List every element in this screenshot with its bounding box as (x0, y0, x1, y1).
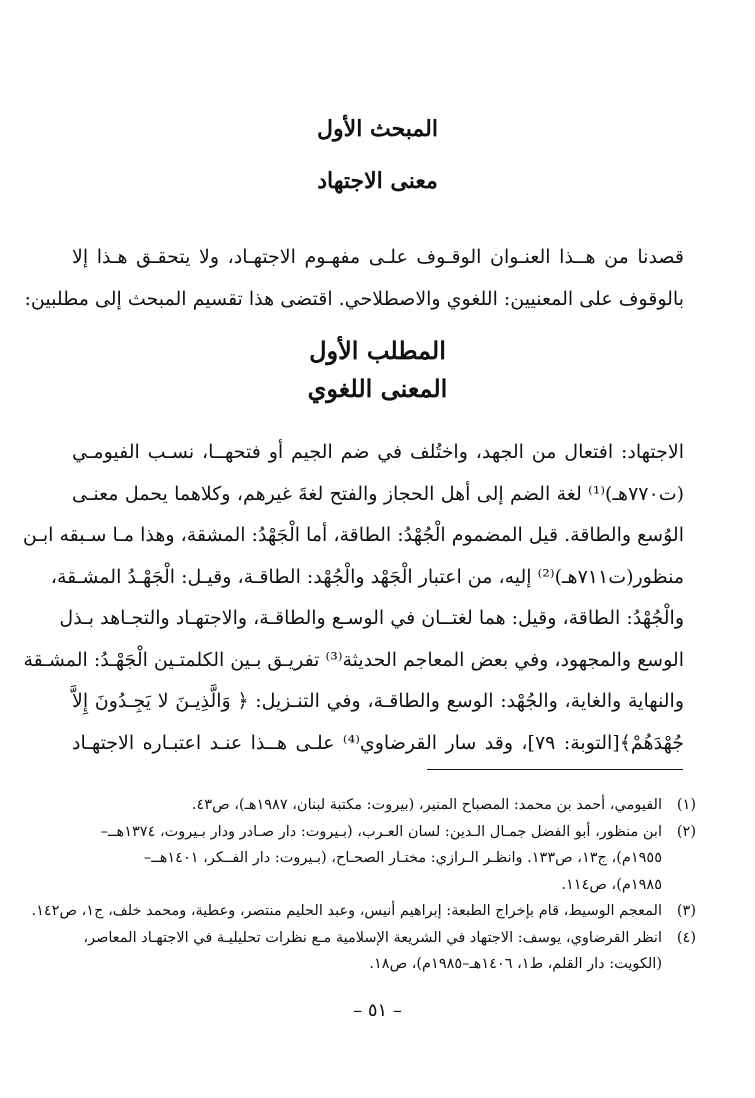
body-paragraph (22, 432, 684, 764)
section-title: معنى الاجتهاد (317, 168, 438, 194)
footnote-number: (١) (676, 797, 696, 813)
body-line: والْجُهْدُ: الطاقة، وقيل: هما لغتــان في الوسـع والطاقـة، والاجتهـاد والتجـاهد بـذل (59, 607, 684, 629)
subsection-heading: المطلب الأول (309, 336, 446, 365)
body-line: الاجتهاد: افتعال من الجهد، واختُلف في ضم الجيم أو فتحهــا، نسـب الفيومـي (72, 441, 684, 463)
body-line: منظور(ت٧١١هـ)⁽²⁾ إليه، من اعتبار الْجَهْد والْجُهْد: الطاقـة، وقيـل: الْجَهْـدُ المشـقة، (50, 565, 684, 588)
footnote-3 (31, 898, 696, 925)
intro-line: قصدنا من هــذا العنـوان الوقـوف علـى مفهـوم الاجتهـاد، ولا يتحقـق هـذا إلا (72, 246, 684, 268)
footnote-text: (الكويت: دار القلم، ط١، ١٤٠٦هـ–١٩٨٥م)، ص١٨. (369, 956, 662, 972)
intro-line: بالوقوف على المعنيين: اللغوي والاصطلاحي. اقتضى هذا تقسيم المبحث إلى مطلبين: (24, 288, 684, 310)
footnote-number: (٢) (676, 823, 696, 840)
footnote-separator (427, 769, 683, 770)
footnote-text: ١٩٨٥م)، ص١١٤. (561, 876, 662, 893)
body-line: الوُسع والطاقة. قيل المضموم الْجُهْدُ: الطاقة، أما الْجَهْدُ: المشقة، وهذا مـا سـبقه ابـن (22, 524, 684, 546)
body-line: (ت٧٧٠هـ)⁽¹⁾ لغة الضم إلى أهل الحجاز والفتح لغةَ غيرهم، وكلاهما يحمل معنـى (72, 482, 684, 505)
footnotes (31, 792, 696, 978)
footnote-text: ابن منظور، أبو الفضل جمـال الـدين: لسان العـرب، (بـيروت: دار صـادر ودار بـيروت، ١٣٧٤هــ– (100, 823, 662, 840)
body-line: والنهاية والغاية، والجُهْد: الوسع والطاقـة، وفي التنـزيل: ﴿ وَالَّذِيـنَ لا يَجِـدُونَ إِلاَّ (72, 690, 684, 712)
footnote-1 (66, 792, 696, 819)
intro-paragraph (24, 236, 684, 320)
body-line: جُهْدَهُمْ﴾[التوبة: ٧٩]، وقد سار القرضاوي⁽⁴⁾ علـى هــذا عنـد اعتبـاره الاجتهـاد (72, 731, 684, 754)
footnote-4 (66, 925, 696, 952)
footnote-number: (٤) (676, 929, 696, 946)
subsection-title: المعنى اللغوي (307, 374, 448, 403)
footnote-4-continued (66, 951, 696, 978)
footnote-text: ١٩٥٥م)، ج١٣، ص١٣٣. وانظـر الـرازي: مختـار الصحـاح، (بـيروت: دار الفــكر، ١٤٠١هــ– (143, 850, 662, 866)
footnote-2-continued (66, 872, 696, 899)
footnote-text: الفيومي، أحمد بن محمد: المصباح المنير، (بيروت: مكتبة لبنان، ١٩٨٧هـ)، ص٤٣. (191, 797, 662, 813)
body-line: الوسع والمجهود، وفي بعض المعاجم الحديثة⁽³⁾ تفريـق بـين الكلمتـين الْجَهْـدُ: المشـقة (23, 648, 684, 671)
section-heading: المبحث الأول (317, 116, 438, 142)
footnote-2 (66, 819, 696, 846)
footnote-text: انظر القرضاوي، يوسف: الاجتهاد في الشريعة الإسلامية مـع نظرات تحليليـة في الاجتهـاد المعاصر، (83, 929, 662, 946)
footnote-2-continued (66, 845, 696, 872)
footnote-number: (٣) (676, 903, 696, 919)
page-number: – ٥١ – (353, 1000, 402, 1021)
footnote-text: المعجم الوسيط، قام بإخراج الطبعة: إبراهيم أنيس، وعبد الحليم منتصر، وعطية، ومحمد خلف، ج١، ص١٤٢. (31, 903, 662, 919)
